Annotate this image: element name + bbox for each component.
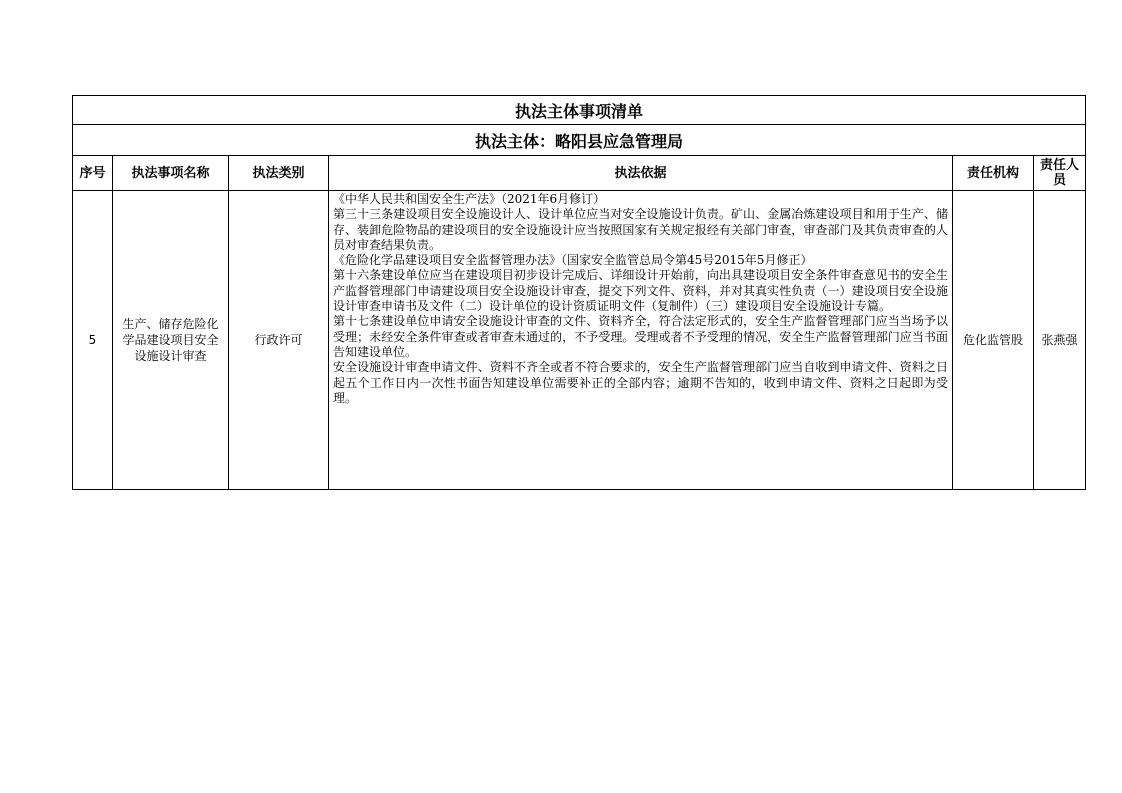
title-row <box>73 96 1086 125</box>
enforcement-subject: 执法主体：略阳县应急管理局 <box>73 125 1086 156</box>
basis-paragraph: 《危险化学品建设项目安全监督管理办法》（国家安全监管总局令第45号2015年5月修正） <box>333 253 813 268</box>
header-seq: 序号 <box>73 156 113 191</box>
cell-seq: 5 <box>73 191 113 490</box>
basis-paragraph: 第十七条建设单位申请安全设施设计审查的文件、资料齐全，符合法定形式的，安全生产监督管理部门应当当场予以受理；未经安全条件审查或者审查未通过的，不予受理。受理或者不予受理的情况，安全生产监督管理部门应当书面告知建设单位。 <box>333 314 948 359</box>
cell-person: 张燕强 <box>1034 191 1086 490</box>
header-item-name: 执法事项名称 <box>113 156 229 191</box>
table-row <box>73 191 1086 490</box>
cell-item-name: 生产、储存危险化学品建设项目安全设施设计审查 <box>113 191 229 490</box>
basis-paragraph: 第三十三条建设项目安全设施设计人、设计单位应当对安全设施设计负责。矿山、金属冶炼建设项目和用于生产、储存、装卸危险物品的建设项目的安全设施设计应当按照国家有关规定报经有关部门审查，审查部门及其负责审查的人员对审查结果负责。 <box>333 207 948 252</box>
header-category: 执法类别 <box>229 156 329 191</box>
basis-paragraph: 第十六条建设单位应当在建设项目初步设计完成后、详细设计开始前，向出具建设项目安全条件审查意见书的安全生产监督管理部门申请建设项目安全设施设计审查，提交下列文件、资料，并对其真实性负责（一）建设项目安全设施设计审查申请书及文件（二）设计单位的设计资质证明文件（复制件）（三）建设项目安全设施设计专篇。 <box>333 268 948 314</box>
basis-paragraph: 《中华人民共和国安全生产法》（2021年6月修订） <box>333 192 606 206</box>
cell-basis <box>329 191 953 490</box>
basis-paragraph: 安全设施设计审查申请文件、资料不齐全或者不符合要求的，安全生产监督管理部门应当自收到申请文件、资料之日起五个工作日内一次性书面告知建设单位需要补正的全部内容；逾期不告知的，收到申请文件、资料之日起即为受理。 <box>333 360 948 405</box>
subject-row <box>73 125 1086 156</box>
header-person: 责任人员 <box>1034 156 1086 191</box>
cell-category: 行政许可 <box>229 191 329 490</box>
enforcement-items-table <box>72 95 1086 490</box>
header-department: 责任机构 <box>953 156 1034 191</box>
header-row <box>73 156 1086 191</box>
document-title: 执法主体事项清单 <box>73 96 1086 125</box>
cell-department: 危化监管股 <box>953 191 1034 490</box>
header-basis: 执法依据 <box>329 156 953 191</box>
